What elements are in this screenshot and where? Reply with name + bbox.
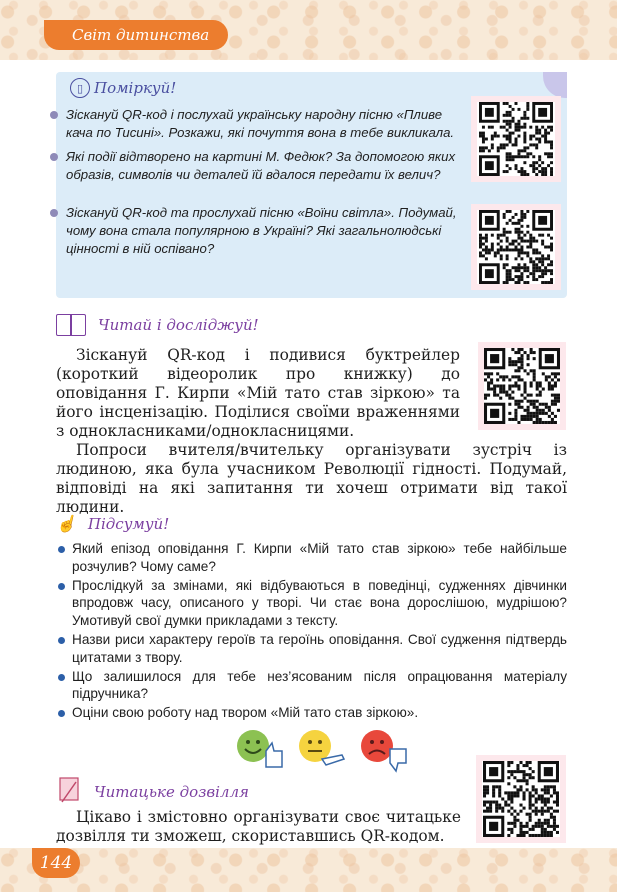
qr-image bbox=[477, 102, 555, 176]
list-item: Який епізод оповідання Г. Кирпи «Мій тато став зіркою» тебе найбільше розчулив? Чому саме? bbox=[56, 540, 567, 576]
qr-image bbox=[484, 348, 560, 424]
leisure-title-label: Читацьке дозвілля bbox=[94, 783, 249, 801]
read-section-title bbox=[56, 314, 259, 336]
list-item: Назви риси характеру героїв та героїнь оповідання. Свої судження підтвердь цитатами з твору. bbox=[56, 631, 567, 667]
qr-code[interactable] bbox=[478, 342, 566, 430]
qr-code[interactable] bbox=[471, 204, 561, 290]
qr-image bbox=[482, 761, 560, 837]
list-item: Оціни свою роботу над твором «Мій тато став зіркою». bbox=[56, 704, 567, 722]
summary-section-title bbox=[56, 514, 169, 533]
book-open-icon: ▯ bbox=[70, 78, 90, 98]
feather-icon bbox=[56, 776, 82, 808]
smiley-bad-icon[interactable] bbox=[360, 729, 394, 763]
qr-code[interactable] bbox=[471, 96, 561, 182]
leisure-paragraph: Цікаво і змістовно організувати своє читацьке дозвілля ти зможеш, скориставшись QR-кодом. bbox=[56, 808, 461, 845]
think-title bbox=[70, 78, 176, 98]
think-item: Зіскануй QR-код та прослухай пісню «Воїни світла». Подумай, чому вона стала популярною в Україні? Які загальнолюдські цінності в ній оспівано? bbox=[56, 204, 466, 258]
section-header: Світ дитинства bbox=[44, 20, 228, 50]
qr-image bbox=[477, 210, 555, 284]
book-icon bbox=[56, 314, 86, 336]
think-item: Які події відтворено на картині М. Федюк? За допомогою яких образів, символів чи деталей їй вдалося передати їх велич? bbox=[56, 148, 466, 184]
page-number: 144 bbox=[32, 848, 80, 878]
read-paragraph-2: Попроси вчителя/вчительку організувати зустріч із людиною, яка була учасником Революції гідності. Подумай, відповіді на які запитання ти хочеш отримати від такої людини. bbox=[56, 441, 567, 516]
read-paragraph-1: Зіскануй QR-код і подивися буктрейлер (короткий відеоролик про книжку) до оповідання Г. Кирпи «Мій тато став зіркою» та його інсценізацію. Поділися своїми враженнями з однокласниками/однокласницями. bbox=[56, 346, 460, 440]
think-corner-decor bbox=[543, 72, 567, 98]
bottom-ornament-border bbox=[0, 848, 617, 892]
think-box bbox=[56, 72, 567, 298]
qr-code[interactable] bbox=[476, 755, 566, 843]
smiley-good-icon[interactable] bbox=[236, 729, 270, 763]
leisure-section-title bbox=[56, 776, 249, 808]
list-item: Прослідкуй за змінами, які відбуваються в поведінці, судженнях дівчинки впродовж часу, описаного у творі. Чи стає вона дорослішою, мудрішою? Умотивуй свої думки прикладами з тексту. bbox=[56, 577, 567, 630]
hand-icon: ☝ bbox=[56, 514, 76, 533]
smiley-neutral-icon[interactable] bbox=[298, 729, 332, 763]
list-item: Що залишилося для тебе нез’ясованим після опрацювання матеріалу підручника? bbox=[56, 668, 567, 704]
summary-title-label: Підсумуй! bbox=[87, 514, 170, 533]
think-item: Зіскануй QR-код і послухай українську народну пісню «Пливе кача по Тисині». Розкажи, які почуття вона в тебе викликала. bbox=[56, 106, 466, 142]
read-title-label: Читай і досліджуй! bbox=[98, 316, 259, 334]
think-title-label: Поміркуй! bbox=[94, 79, 177, 97]
summary-list bbox=[56, 540, 567, 723]
